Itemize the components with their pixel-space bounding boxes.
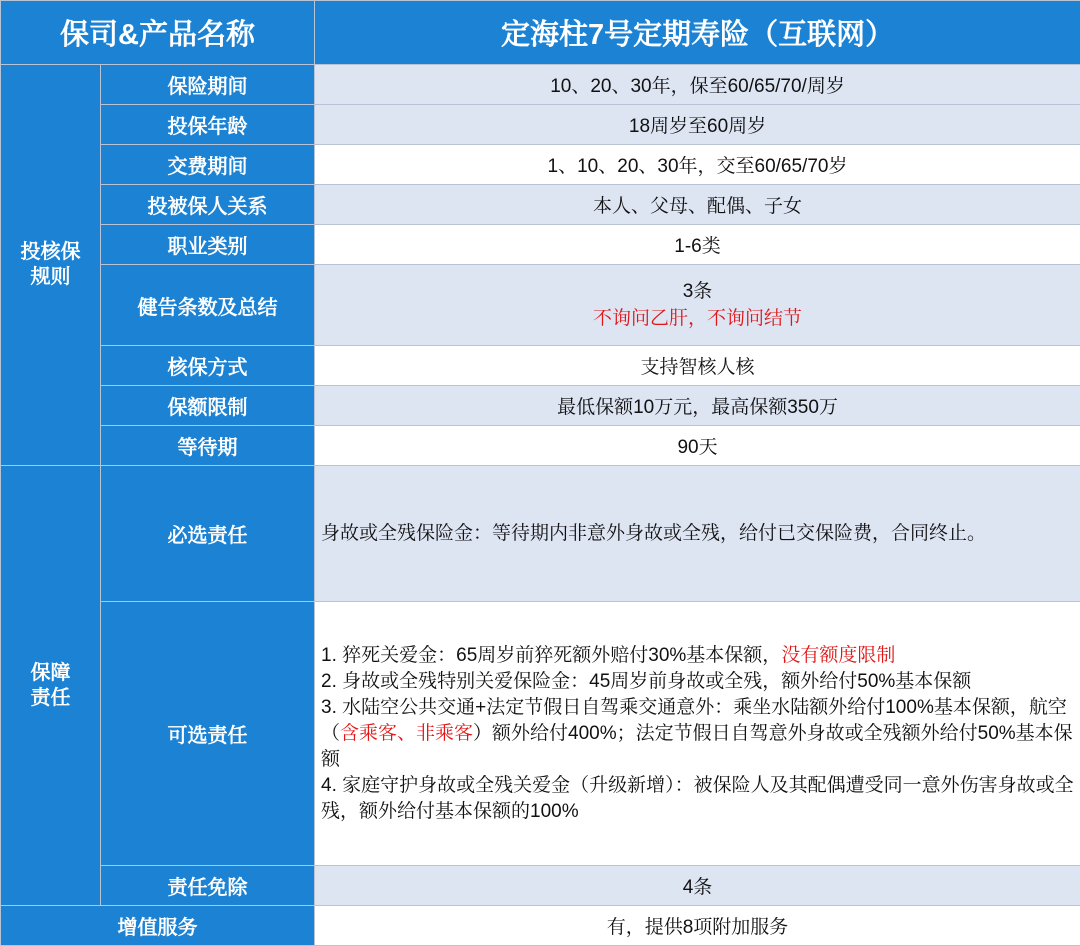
category-underwriting-rules bbox=[1, 65, 101, 466]
row-value bbox=[315, 265, 1080, 346]
row-label: 投被保人关系 bbox=[101, 185, 315, 225]
table-row bbox=[1, 65, 1080, 105]
optional-item-1: 1. 猝死关爱金：65周岁前猝死额外赔付30%基本保额，没有额度限制 bbox=[321, 644, 896, 666]
row-label: 责任免除 bbox=[101, 866, 315, 906]
row-label: 职业类别 bbox=[101, 225, 315, 265]
table-row bbox=[1, 906, 1080, 946]
table-row bbox=[1, 346, 1080, 386]
row-value: 最低保额10万元，最高保额350万 bbox=[315, 386, 1080, 426]
row-label: 投保年龄 bbox=[101, 105, 315, 145]
optional-item-4: 4. 家庭守护身故或全残关爱金（升级新增）：被保险人及其配偶遭受同一意外伤害身故或全残，额外给付基本保额的100% bbox=[321, 774, 1074, 822]
table-row bbox=[1, 145, 1080, 185]
row-value: 本人、父母、配偶、子女 bbox=[315, 185, 1080, 225]
row-value: 18周岁至60周岁 bbox=[315, 105, 1080, 145]
category-label: 投核保 规则 bbox=[20, 241, 81, 288]
row-label: 核保方式 bbox=[101, 346, 315, 386]
row-label: 等待期 bbox=[101, 426, 315, 466]
header-row bbox=[1, 1, 1080, 65]
table-row bbox=[1, 185, 1080, 225]
table-row bbox=[1, 602, 1080, 866]
table-row bbox=[1, 466, 1080, 602]
header-company-product-label: 保司&产品名称 bbox=[1, 1, 315, 65]
row-value: 1、10、20、30年，交至60/65/70岁 bbox=[315, 145, 1080, 185]
category-coverage bbox=[1, 466, 101, 906]
row-value: 身故或全残保险金：等待期内非意外身故或全残，给付已交保险费，合同终止。 bbox=[315, 466, 1080, 602]
row-label: 交费期间 bbox=[101, 145, 315, 185]
row-value: 90天 bbox=[315, 426, 1080, 466]
optional-item-2: 2. 身故或全残特别关爱保险金：45周岁前身故或全残，额外给付50%基本保额 bbox=[321, 670, 972, 692]
table-row bbox=[1, 105, 1080, 145]
table-row bbox=[1, 426, 1080, 466]
row-value: 10、20、30年，保至60/65/70/周岁 bbox=[315, 65, 1080, 105]
health-declaration-count: 3条 bbox=[682, 281, 713, 302]
category-label: 保障 责任 bbox=[30, 661, 71, 709]
row-label: 增值服务 bbox=[1, 906, 315, 946]
row-label: 保额限制 bbox=[101, 386, 315, 426]
row-value bbox=[315, 602, 1080, 866]
table-row bbox=[1, 265, 1080, 346]
row-label: 可选责任 bbox=[101, 602, 315, 866]
optional-item-3: 3. 水陆空公共交通+法定节假日自驾乘交通意外：乘坐水陆额外给付100%基本保额，航空（含乘客、非乘客）额外给付400%；法定节假日自驾意外身故或全残额外给付50%基本保额 bbox=[321, 696, 1073, 770]
row-value: 1-6类 bbox=[315, 225, 1080, 265]
table-row bbox=[1, 866, 1080, 906]
row-label: 必选责任 bbox=[101, 466, 315, 602]
row-label: 保险期间 bbox=[101, 65, 315, 105]
row-value: 4条 bbox=[315, 866, 1080, 906]
table-row bbox=[1, 225, 1080, 265]
health-declaration-summary: 不询问乙肝，不询问结节 bbox=[593, 308, 803, 329]
row-value: 有，提供8项附加服务 bbox=[315, 906, 1080, 946]
header-product-name: 定海柱7号定期寿险（互联网） bbox=[315, 1, 1080, 65]
row-value: 支持智核人核 bbox=[315, 346, 1080, 386]
table-row bbox=[1, 386, 1080, 426]
row-label: 健告条数及总结 bbox=[101, 265, 315, 346]
